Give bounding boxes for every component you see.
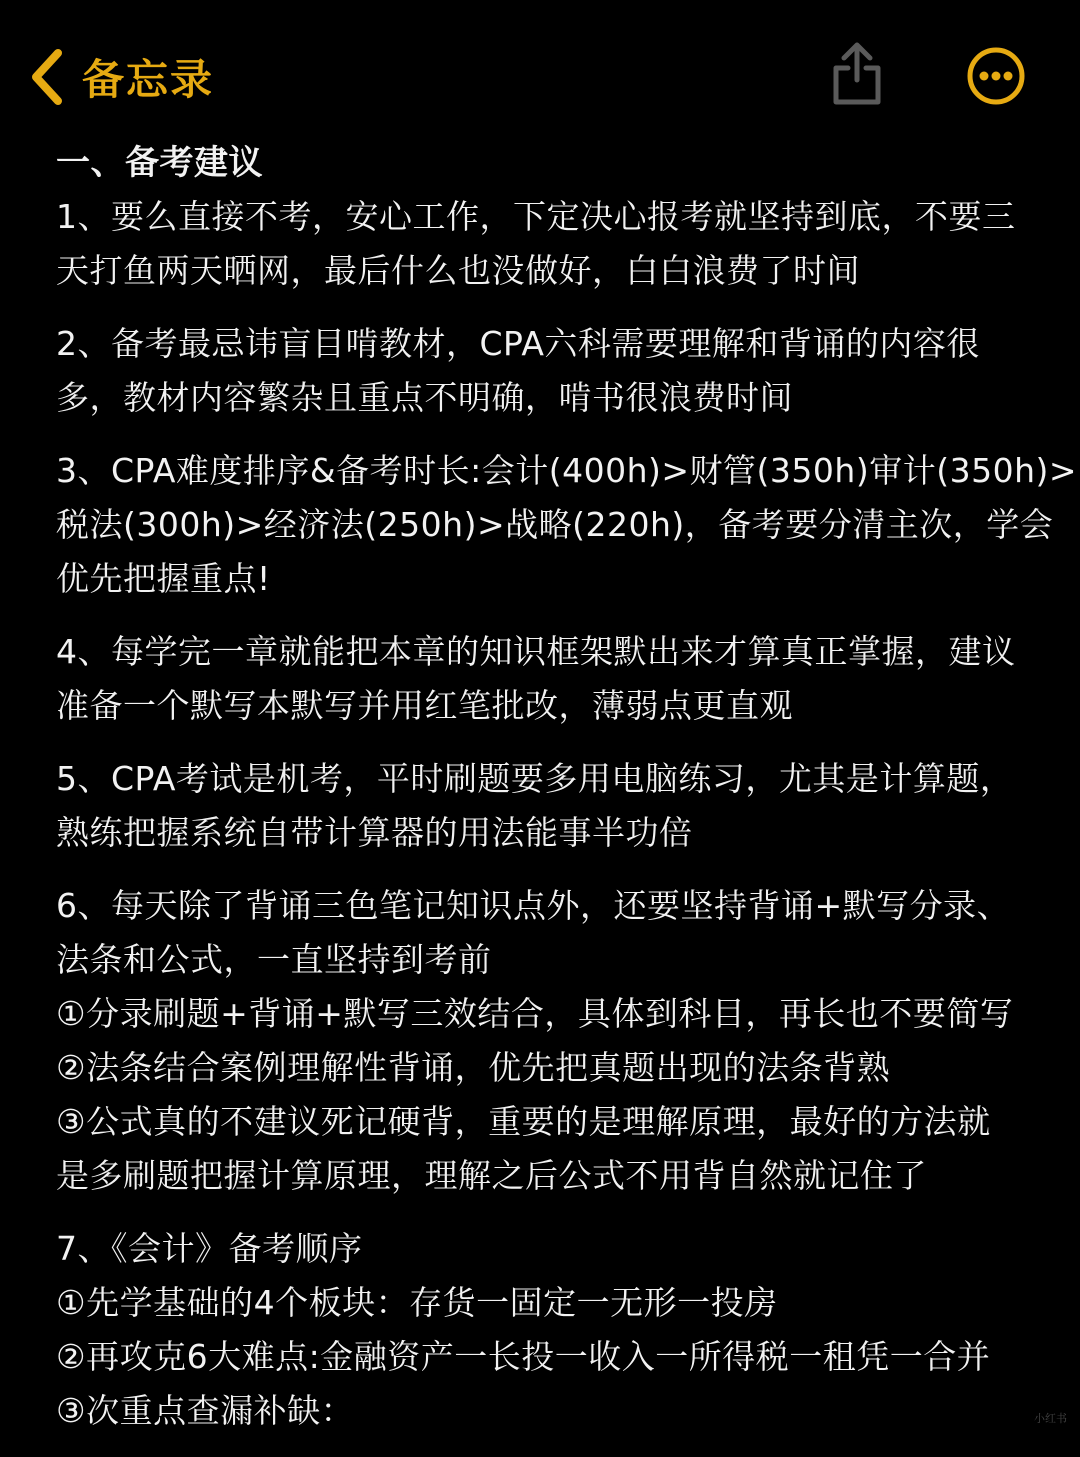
share-button[interactable] (828, 40, 886, 108)
note-paragraph (56, 190, 1056, 298)
note-paragraph (56, 444, 1078, 606)
share-icon (828, 93, 886, 112)
note-line: 优先把握重点! (56, 559, 271, 598)
note-line: 法条和公式，一直坚持到考前 (56, 940, 492, 979)
note-line: 是多刷题把握计算原理，理解之后公式不用背自然就记住了 (56, 1156, 927, 1195)
note-paragraph (56, 317, 1056, 425)
note-line: 4、每学完一章就能把本章的知识框架默出来才算真正掌握，建议 (56, 632, 1016, 671)
note-line: 6、每天除了背诵三色笔记知识点外，还要坚持背诵+默写分录、 (56, 886, 1011, 925)
note-line: ①先学基础的4个板块：存货一固定一无形一投房 (56, 1283, 778, 1322)
note-line: 准备一个默写本默写并用红笔批改，薄弱点更直观 (56, 686, 793, 725)
note-line: 2、备考最忌讳盲目啃教材，CPA六科需要理解和背诵的内容很 (56, 324, 980, 363)
navigation-bar (0, 0, 1080, 140)
note-line: 3、CPA难度排序&备考时长:会计(400h)>财管(350h)审计(350h)> (56, 451, 1078, 490)
note-line: 1、要么直接不考，安心工作，下定决心报考就坚持到底，不要三 (56, 197, 1016, 236)
note-line: 7、《会计》备考顺序 (56, 1229, 363, 1268)
more-button[interactable] (966, 46, 1026, 106)
chevron-left-icon (28, 49, 64, 105)
note-paragraph (56, 1222, 1056, 1438)
note-line: ①分录刷题+背诵+默写三效结合，具体到科目，再长也不要简写 (56, 994, 1014, 1033)
note-body[interactable] (56, 136, 1078, 1457)
note-line: 熟练把握系统自带计算器的用法能事半功倍 (56, 813, 693, 852)
note-line: 多，教材内容繁杂且重点不明确，啃书很浪费时间 (56, 378, 793, 417)
note-line: ③公式真的不建议死记硬背，重要的是理解原理，最好的方法就 (56, 1102, 991, 1141)
note-line: 天打鱼两天晒网，最后什么也没做好，白白浪费了时间 (56, 251, 860, 290)
note-line: ③次重点查漏补缺： (56, 1391, 355, 1430)
note-line: ②再攻克6大难点:金融资产一长投一收入一所得税一租凭一合并 (56, 1337, 991, 1376)
back-button[interactable] (28, 46, 214, 108)
more-icon (966, 91, 1026, 110)
back-label: 备忘录 (82, 55, 215, 104)
note-paragraph (56, 879, 1056, 1203)
note-line: 5、CPA考试是机考，平时刷题要多用电脑练习，尤其是计算题， (56, 759, 1014, 798)
note-paragraph (56, 625, 1056, 733)
note-heading: 一、备考建议 (56, 143, 263, 183)
note-line: 税法(300h)>经济法(250h)>战略(220h)，备考要分清主次，学会 (56, 505, 1054, 544)
watermark: 小红书 (1034, 1412, 1067, 1425)
note-paragraph (56, 752, 1056, 860)
note-line: ②法条结合案例理解性背诵，优先把真题出现的法条背熟 (56, 1048, 891, 1087)
